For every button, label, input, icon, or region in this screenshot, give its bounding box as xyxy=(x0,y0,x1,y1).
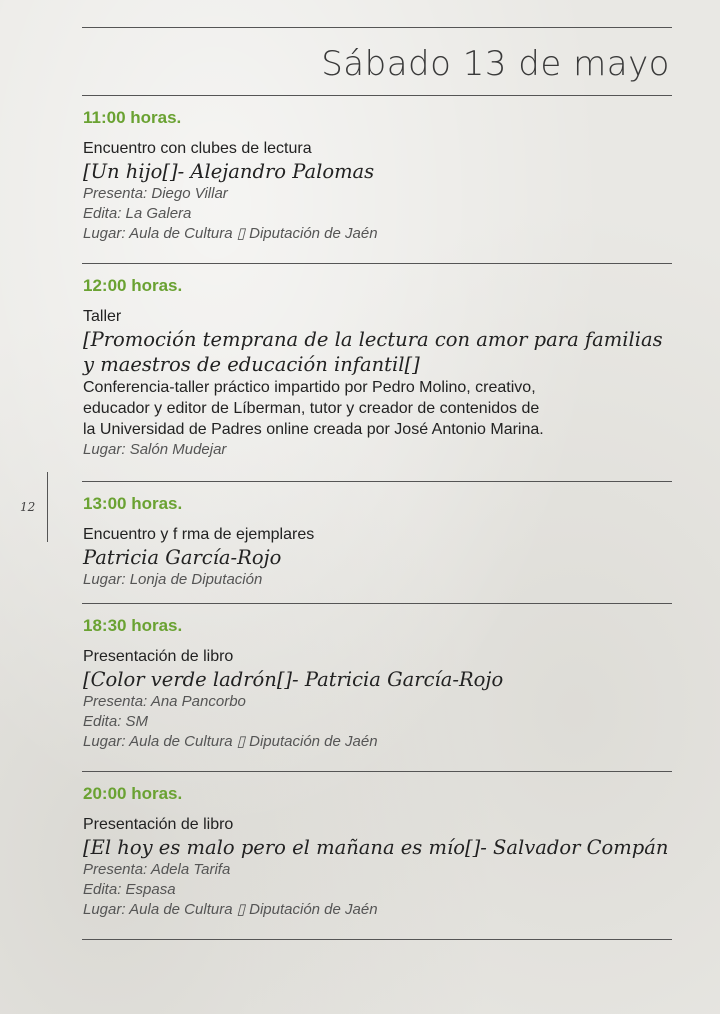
event-headline: [Color verde ladrón[]- Patricia García-Rojo xyxy=(83,668,504,691)
event-headline-line-1: [Promoción temprana de la lectura con amor para familias xyxy=(83,328,663,351)
event-2000 xyxy=(83,784,683,920)
bottom-rule xyxy=(82,939,672,940)
event-headline: Patricia García-Rojo xyxy=(83,546,282,569)
event-1830 xyxy=(83,616,683,752)
event-location: Lugar: Aula de Cultura ▯ Diputación de Jaén xyxy=(83,225,378,242)
page-number: 12 xyxy=(20,500,36,514)
event-headline: [El hoy es malo pero el mañana es mío[]- Salvador Compán xyxy=(83,836,669,859)
event-location: Lugar: Lonja de Diputación xyxy=(83,571,263,588)
top-rule xyxy=(82,27,672,28)
event-presenter: Presenta: Ana Pancorbo xyxy=(83,693,246,710)
event-description-line-3: la Universidad de Padres online creada por José Antonio Marina. xyxy=(83,421,544,438)
event-headline-line-2: y maestros de educación infantil[] xyxy=(83,353,420,376)
title-rule xyxy=(82,95,672,96)
event-location: Lugar: Aula de Cultura ▯ Diputación de Jaén xyxy=(83,733,378,750)
event-location: Lugar: Aula de Cultura ▯ Diputación de Jaén xyxy=(83,901,378,918)
event-location: Lugar: Salón Mudejar xyxy=(83,441,227,458)
event-publisher: Edita: Espasa xyxy=(83,881,176,898)
event-1100 xyxy=(83,108,683,244)
event-description-line-2: educador y editor de Líberman, tutor y creador de contenidos de xyxy=(83,400,540,417)
divider xyxy=(82,771,672,772)
event-kind: Presentación de libro xyxy=(83,648,234,665)
event-kind: Taller xyxy=(83,308,122,325)
divider xyxy=(82,603,672,604)
divider xyxy=(82,481,672,482)
event-time: 13:00 horas. xyxy=(83,494,183,513)
event-time: 11:00 horas. xyxy=(83,108,182,127)
event-presenter: Presenta: Adela Tarifa xyxy=(83,861,231,878)
page-number-bar xyxy=(47,472,48,542)
event-time: 20:00 horas. xyxy=(83,784,183,803)
event-1300 xyxy=(83,494,683,590)
event-time: 18:30 horas. xyxy=(83,616,183,635)
event-kind: Presentación de libro xyxy=(83,816,234,833)
event-kind: Encuentro con clubes de lectura xyxy=(83,140,312,157)
event-1200 xyxy=(83,276,683,460)
event-headline: [Un hijo[]- Alejandro Palomas xyxy=(83,160,375,183)
event-publisher: Edita: La Galera xyxy=(83,205,192,222)
event-description-line-1: Conferencia-taller práctico impartido por Pedro Molino, creativo, xyxy=(83,379,536,396)
divider xyxy=(82,263,672,264)
event-presenter: Presenta: Diego Villar xyxy=(83,185,228,202)
event-time: 12:00 horas. xyxy=(83,276,183,295)
event-kind: Encuentro y f rma de ejemplares xyxy=(83,526,315,543)
page-title: Sábado 13 de mayo xyxy=(321,44,670,84)
event-publisher: Edita: SM xyxy=(83,713,149,730)
